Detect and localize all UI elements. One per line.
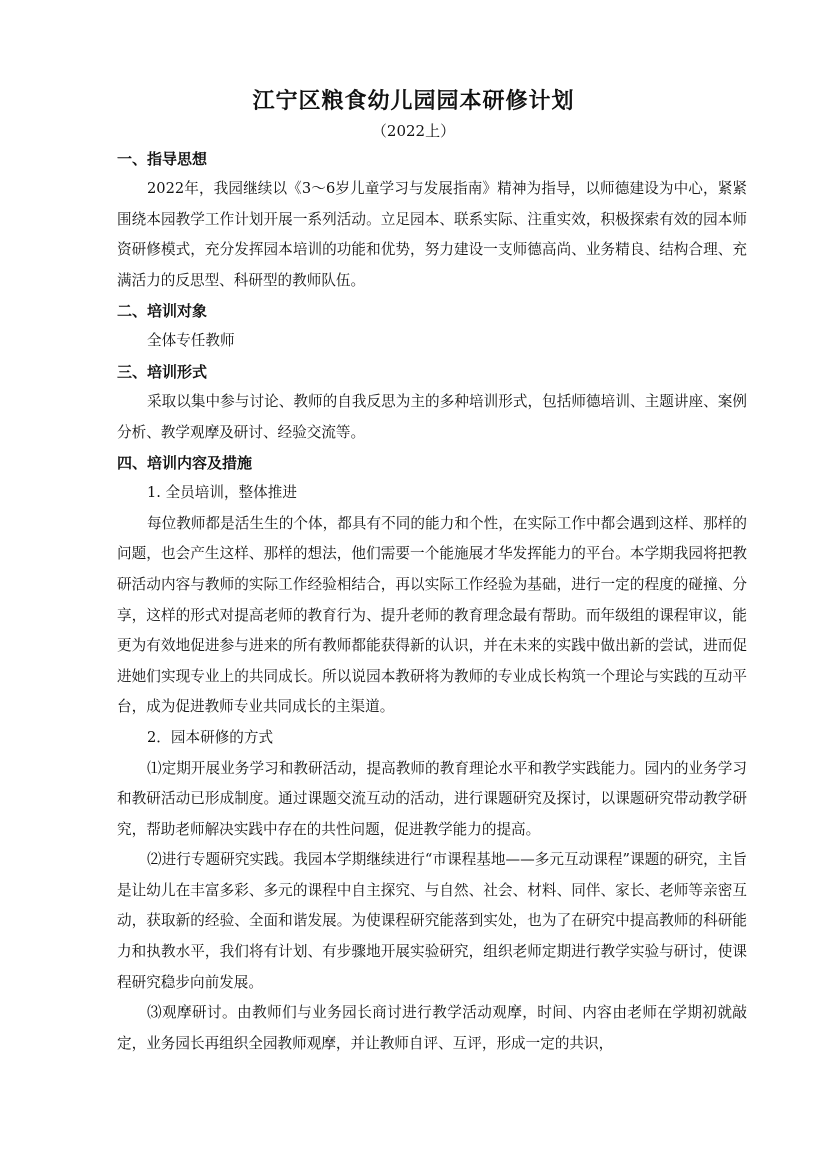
paragraph: 每位教师都是活生生的个体，都具有不同的能力和个性，在实际工作中都会遇到这样、那样的问题，也会产生这样、那样的想法，他们需要一个能施展才华发挥能力的平台。本学期我园将把教研活动内容与教师的实际工作经验相结合，再以实际工作经验为基础，进行一定的程度的碰撞、分享，这样的形式对提高老师的教育行为、提升老师的教育理念最有帮助。而年级组的课程审议，能更为有效地促进参与进来的所有教师都能获得新的认识，并在未来的实践中做出新的尝试，进而促进她们实现专业上的共同成长。所以说园本教研将为教师的专业成长构筑一个理论与实践的互动平台，成为促进教师专业共同成长的主渠道。 xyxy=(117,514,747,716)
paragraph: ⑵进行专题研究实践。我园本学期继续进行“市课程基地——多元互动课程”课题的研究，主旨是让幼儿在丰富多彩、多元的课程中自主探究、与自然、社会、材料、同伴、家长、老师等亲密互动，获取新的经验、全面和谐发展。为使课程研究能落到实处，也为了在研究中提高教师的科研能力和执教水平，我们将有计划、有步骤地开展实验研究，组织老师定期进行教学实验与研讨，使课程研究稳步向前发展。 xyxy=(117,851,747,991)
paragraph: 采取以集中参与讨论、教师的自我反思为主的多种培训形式，包括师德培训、主题讲座、案例分析、教学观摩及研讨、经验交流等。 xyxy=(117,392,747,441)
section-guiding-ideology xyxy=(117,144,747,296)
document-subtitle: （2022上） xyxy=(371,122,456,140)
document-body xyxy=(117,144,747,1059)
section-heading: 一、指导思想 xyxy=(117,150,208,168)
section-heading: 二、培训对象 xyxy=(117,302,208,321)
document-title: 江宁区粮食幼儿园园本研修计划 xyxy=(252,89,575,114)
section-training-target xyxy=(117,296,747,357)
section-training-content xyxy=(117,448,747,1059)
paragraph: ⑴定期开展业务学习和教研活动，提高教师的教育理论水平和教学实践能力。园内的业务学习和教研活动已形成制度。通过课题交流互动的活动，进行课题研究及探讨，以课题研究带动教学研究，帮助老师解决实践中存在的共性问题，促进教学能力的提高。 xyxy=(117,759,747,838)
section-training-form xyxy=(117,357,747,448)
subheading: 1. 全员培训，整体推进 xyxy=(147,484,297,502)
paragraph: 2022年，我园继续以《3～6岁儿童学习与发展指南》精神为指导，以师德建设为中心，紧紧围绕本园教学工作计划开展一系列活动。立足园本、联系实际、注重实效，积极探索有效的园本师资研修模式，充分发挥园本培训的功能和优势，努力建设一支师德高尚、业务精良、结构合理、充满活力的反思型、科研型的教师队伍。 xyxy=(117,180,747,289)
paragraph: ⑶观摩研讨。由教师们与业务园长商讨进行教学活动观摩，时间、内容由老师在学期初就敲定，业务园长再组织全园教师观摩，并让教师自评、互评，形成一定的共识， xyxy=(117,1004,747,1052)
paragraph: 全体专任教师 xyxy=(147,332,235,350)
subheading: 2．园本研修的方式 xyxy=(147,728,274,746)
section-heading: 四、培训内容及措施 xyxy=(117,454,253,473)
section-heading: 三、培训形式 xyxy=(117,362,208,381)
